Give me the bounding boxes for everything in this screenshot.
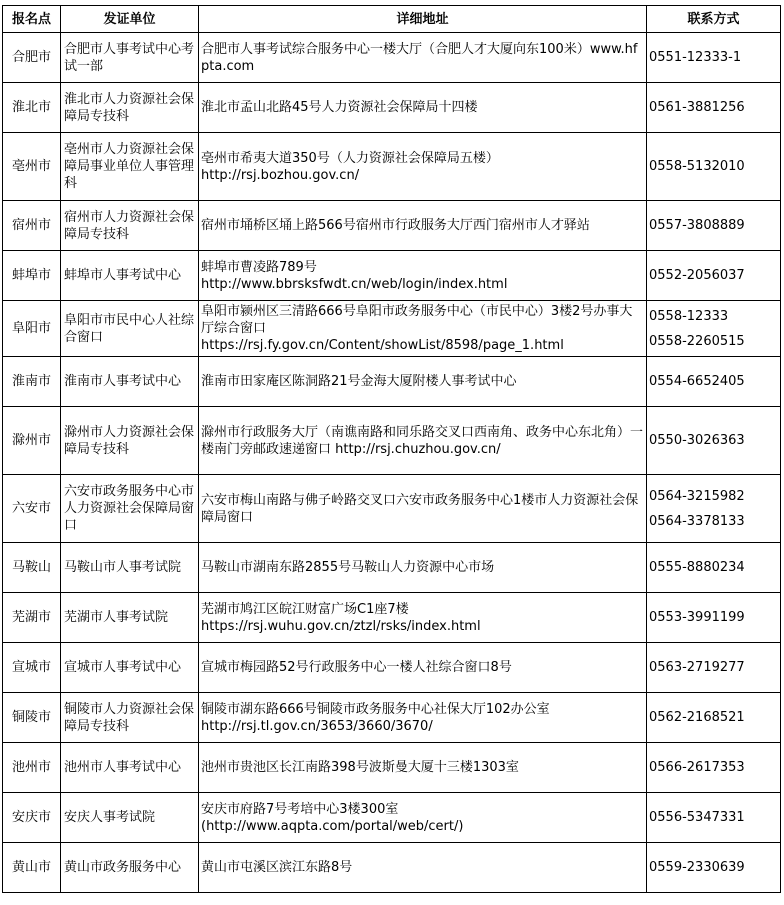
phone-number: 0558-12333: [649, 308, 729, 324]
phone-number: 0561-3881256: [649, 100, 745, 115]
table-row: [3, 743, 781, 793]
address-line: 亳州市希夷大道350号（人力资源社会保障局五楼）: [201, 150, 499, 166]
cell-address: [199, 133, 647, 201]
phone-number: 0566-2617353: [649, 760, 745, 775]
address-line: 芜湖市鸠江区皖江财富广场C1座7楼: [201, 601, 409, 617]
address-line: 安庆市府路7号考培中心3楼300室: [201, 801, 399, 817]
address-line: (http://www.aqpta.com/portal/web/cert/): [201, 818, 464, 834]
cell-contact: [647, 33, 781, 83]
cell-address: [199, 743, 647, 793]
table-row: [3, 693, 781, 743]
cell-issuing-unit: 蚌埠市人事考试中心: [61, 251, 199, 301]
table-row: [3, 593, 781, 643]
phone-number: 0564-3215982: [649, 488, 745, 504]
cell-city: 亳州市: [3, 133, 61, 201]
cell-city: 淮北市: [3, 83, 61, 133]
table-row: [3, 33, 781, 83]
header-address: 详细地址: [199, 6, 647, 33]
table-row: [3, 643, 781, 693]
cell-city: 六安市: [3, 475, 61, 543]
address-line: 淮南市田家庵区陈洞路21号金海大厦附楼人事考试中心: [201, 374, 517, 389]
cell-issuing-unit: 安庆人事考试院: [61, 793, 199, 843]
cell-city: 马鞍山: [3, 543, 61, 593]
cell-contact: [647, 133, 781, 201]
table-row: [3, 83, 781, 133]
cell-city: 淮南市: [3, 357, 61, 407]
cell-city: 合肥市: [3, 33, 61, 83]
address-line: 蚌埠市曹凌路789号: [201, 259, 317, 275]
cell-issuing-unit: 池州市人事考试中心: [61, 743, 199, 793]
cell-issuing-unit: 芜湖市人事考试院: [61, 593, 199, 643]
cell-issuing-unit: 阜阳市市民中心人社综合窗口: [61, 301, 199, 357]
header-contact: 联系方式: [647, 6, 781, 33]
cell-city: 池州市: [3, 743, 61, 793]
cell-address: [199, 543, 647, 593]
cell-address: [199, 643, 647, 693]
address-line: http://www.bbrsksfwdt.cn/web/login/index.html: [201, 276, 508, 292]
cell-contact: [647, 83, 781, 133]
exam-venue-table: [2, 5, 781, 893]
cell-city: 安庆市: [3, 793, 61, 843]
table-row: [3, 133, 781, 201]
address-line: 黄山市屯溪区滨江东路8号: [201, 860, 353, 875]
cell-city: 黄山市: [3, 843, 61, 893]
table-row: [3, 543, 781, 593]
cell-contact: [647, 201, 781, 251]
phone-number: 0554-6652405: [649, 374, 745, 389]
cell-address: [199, 843, 647, 893]
phone-number: 0558-2260515: [649, 333, 745, 349]
cell-contact: [647, 693, 781, 743]
cell-contact: [647, 407, 781, 475]
phone-number: 0550-3026363: [649, 433, 745, 448]
address-line: 铜陵市湖东路666号铜陵市政务服务中心社保大厅102办公室: [201, 701, 550, 717]
cell-contact: [647, 475, 781, 543]
table-row: [3, 407, 781, 475]
phone-number: 0563-2719277: [649, 660, 745, 675]
address-line: 阜阳市颍州区三清路666号阜阳市政务服务中心（市民中心）3楼2号办事大厅综合窗口: [201, 304, 633, 336]
header-issuing-unit: 发证单位: [61, 6, 199, 33]
cell-city: 芜湖市: [3, 593, 61, 643]
cell-contact: [647, 357, 781, 407]
table-row: [3, 475, 781, 543]
cell-address: [199, 475, 647, 543]
phone-number: 0555-8880234: [649, 560, 745, 575]
cell-issuing-unit: 六安市政务服务中心市人力资源社会保障局窗口: [61, 475, 199, 543]
table-row: [3, 251, 781, 301]
table-row: [3, 793, 781, 843]
cell-contact: [647, 843, 781, 893]
cell-address: [199, 407, 647, 475]
cell-address: [199, 33, 647, 83]
cell-address: [199, 693, 647, 743]
cell-address: [199, 357, 647, 407]
cell-city: 滁州市: [3, 407, 61, 475]
table-row: [3, 301, 781, 357]
cell-city: 宣城市: [3, 643, 61, 693]
cell-issuing-unit: 宿州市人力资源社会保障局专技科: [61, 201, 199, 251]
address-line: http://rsj.bozhou.gov.cn/: [201, 167, 360, 183]
cell-address: [199, 301, 647, 357]
cell-city: 蚌埠市: [3, 251, 61, 301]
cell-issuing-unit: 亳州市人力资源社会保障局事业单位人事管理科: [61, 133, 199, 201]
phone-number: 0562-2168521: [649, 710, 745, 725]
address-line: https://rsj.fy.gov.cn/Content/showList/8598/page_1.html: [201, 338, 564, 353]
address-line: 合肥市人事考试综合服务中心一楼大厅（合肥人才大厦向东100米）www.hfpta.com: [201, 41, 638, 74]
cell-city: 阜阳市: [3, 301, 61, 357]
header-registration-site: 报名点: [3, 6, 61, 33]
cell-issuing-unit: 合肥市人事考试中心考试一部: [61, 33, 199, 83]
phone-number: 0556-5347331: [649, 810, 745, 825]
phone-number: 0553-3991199: [649, 610, 745, 625]
phone-number: 0552-2056037: [649, 268, 745, 283]
cell-contact: [647, 543, 781, 593]
cell-issuing-unit: 淮南市人事考试中心: [61, 357, 199, 407]
address-line: 池州市贵池区长江南路398号波斯曼大厦十三楼1303室: [201, 760, 519, 775]
cell-issuing-unit: 滁州市人力资源社会保障局专技科: [61, 407, 199, 475]
cell-city: 铜陵市: [3, 693, 61, 743]
table-row: [3, 201, 781, 251]
cell-address: [199, 83, 647, 133]
cell-issuing-unit: 马鞍山市人事考试院: [61, 543, 199, 593]
cell-contact: [647, 793, 781, 843]
table-row: [3, 357, 781, 407]
address-line: 马鞍山市湖南东路2855号马鞍山人力资源中心市场: [201, 560, 495, 575]
cell-contact: [647, 593, 781, 643]
cell-city: 宿州市: [3, 201, 61, 251]
address-line: 六安市梅山南路与佛子岭路交叉口六安市政务服务中心1楼市人力资源社会保障局窗口: [201, 492, 639, 525]
phone-number: 0557-3808889: [649, 218, 745, 233]
cell-contact: [647, 743, 781, 793]
cell-address: [199, 201, 647, 251]
address-line: http://rsj.tl.gov.cn/3653/3660/3670/: [201, 718, 433, 734]
table-row: [3, 843, 781, 893]
cell-issuing-unit: 淮北市人力资源社会保障局专技科: [61, 83, 199, 133]
cell-address: [199, 251, 647, 301]
cell-address: [199, 593, 647, 643]
table-header-row: [3, 6, 781, 33]
phone-number: 0558-5132010: [649, 159, 745, 174]
address-line: 滁州市行政服务大厅（南谯南路和同乐路交叉口西南角、政务中心东北角）一楼南门旁邮政速递窗口 http://rsj.chuzhou.gov.cn/: [201, 424, 644, 457]
phone-number: 0551-12333-1: [649, 50, 742, 65]
cell-contact: [647, 251, 781, 301]
cell-contact: [647, 643, 781, 693]
address-line: https://rsj.wuhu.gov.cn/ztzl/rsks/index.html: [201, 618, 481, 634]
table-body: [3, 33, 781, 893]
cell-issuing-unit: 黄山市政务服务中心: [61, 843, 199, 893]
address-line: 宿州市埇桥区埇上路566号宿州市行政服务大厅西门宿州市人才驿站: [201, 218, 590, 233]
phone-number: 0559-2330639: [649, 860, 745, 875]
cell-issuing-unit: 铜陵市人力资源社会保障局专技科: [61, 693, 199, 743]
cell-issuing-unit: 宣城市人事考试中心: [61, 643, 199, 693]
cell-contact: [647, 301, 781, 357]
address-line: 宣城市梅园路52号行政服务中心一楼人社综合窗口8号: [201, 660, 512, 675]
cell-address: [199, 793, 647, 843]
phone-number: 0564-3378133: [649, 513, 745, 529]
address-line: 淮北市孟山北路45号人力资源社会保障局十四楼: [201, 100, 478, 115]
